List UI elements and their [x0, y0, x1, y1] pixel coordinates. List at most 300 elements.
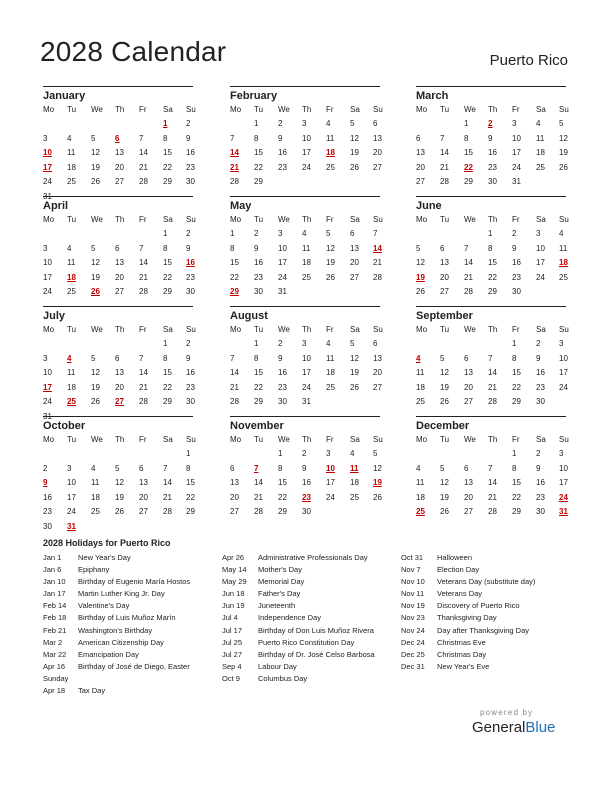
- calendar-day: 12: [326, 243, 335, 253]
- holiday-column: [43, 553, 218, 698]
- month-name: August: [230, 310, 268, 322]
- calendar-day: 12: [91, 148, 100, 158]
- calendar-day: 4: [326, 119, 331, 128]
- holiday-row: [222, 553, 397, 565]
- month-september: [416, 306, 569, 411]
- holiday-date-label: Jul 17: [222, 625, 243, 635]
- calendar-day: 3: [326, 449, 331, 458]
- calendar-day: 9: [186, 243, 191, 253]
- calendar-day: 20: [115, 272, 124, 282]
- calendar-day: 25: [91, 507, 100, 517]
- calendar-day: 24: [302, 162, 311, 172]
- calendar-day: 16: [302, 478, 311, 488]
- calendar-day: 27: [373, 162, 382, 172]
- calendar-day: 3: [278, 229, 283, 238]
- weekday-header: Th: [115, 435, 125, 444]
- calendar-day: 15: [230, 258, 239, 268]
- weekday-header: Mo: [416, 215, 428, 224]
- holiday-date: 18: [67, 272, 76, 282]
- holiday-name: Columbus Day: [258, 673, 308, 683]
- calendar-day: 13: [373, 353, 382, 363]
- holiday-name: Birthday of José de Diego, Easter: [78, 661, 190, 671]
- calendar-day: 28: [488, 397, 497, 407]
- holiday-row: [43, 589, 218, 601]
- calendar-day: 26: [350, 382, 359, 392]
- calendar-day: 22: [230, 272, 239, 282]
- calendar-day: 23: [536, 492, 545, 502]
- calendar-day: 4: [559, 229, 564, 238]
- weekday-header: We: [464, 435, 476, 444]
- calendar-day: 10: [302, 353, 311, 363]
- calendar-day: 22: [254, 162, 263, 172]
- calendar-day: 21: [373, 258, 382, 268]
- weekday-header: Sa: [350, 215, 360, 224]
- calendar-day: 5: [416, 243, 421, 253]
- calendar-day: 27: [115, 287, 124, 297]
- calendar-day: 15: [512, 478, 521, 488]
- calendar-day: 25: [67, 177, 76, 187]
- calendar-day: 25: [326, 162, 335, 172]
- calendar-day: 20: [115, 382, 124, 392]
- month-april: [43, 196, 196, 301]
- holiday-date: 26: [91, 287, 100, 297]
- weekday-header: Fr: [139, 325, 147, 334]
- weekday-header: Mo: [230, 435, 242, 444]
- calendar-day: 12: [440, 478, 449, 488]
- calendar-day: 15: [163, 368, 172, 378]
- calendar-day: 2: [302, 449, 307, 458]
- holiday-date-label: Sep 4: [222, 661, 242, 671]
- calendar-day: 8: [186, 463, 191, 473]
- weekday-header: Su: [373, 325, 383, 334]
- calendar-day: 4: [91, 463, 96, 473]
- holiday-date: 7: [254, 463, 259, 473]
- holiday-date-label: Apr 26: [222, 553, 245, 562]
- weekday-header: Su: [559, 435, 569, 444]
- weekday-header: Tu: [67, 435, 77, 444]
- calendar-day: 11: [67, 148, 76, 158]
- weekday-header: Sa: [536, 215, 546, 224]
- calendar-day: 8: [230, 243, 235, 253]
- calendar-day: 5: [350, 339, 355, 348]
- calendar-day: 16: [186, 148, 195, 158]
- weekday-header: Su: [186, 215, 196, 224]
- calendar-day: 21: [139, 382, 148, 392]
- calendar-day: 5: [373, 449, 378, 458]
- holiday-date: 9: [43, 478, 48, 488]
- month-december: [416, 416, 569, 521]
- holiday-date: 29: [230, 287, 239, 297]
- holiday-column: [222, 553, 397, 686]
- calendar-day: 9: [186, 133, 191, 143]
- calendar-day: 4: [416, 463, 421, 473]
- holiday-name: Veterans Day (substitute day): [437, 577, 536, 587]
- calendar-day: 26: [559, 162, 568, 172]
- weekday-header: Fr: [326, 215, 334, 224]
- calendar-day: 30: [536, 507, 545, 517]
- calendar-day: 26: [416, 287, 425, 297]
- calendar-day: 22: [254, 382, 263, 392]
- calendar-day: 22: [278, 492, 287, 502]
- holiday-date-label: Jul 4: [222, 613, 238, 623]
- holiday-name: New Year's Eve: [437, 661, 490, 671]
- calendar-day: 9: [302, 463, 307, 473]
- calendar-day: 19: [350, 368, 359, 378]
- calendar-day: 6: [115, 243, 120, 253]
- calendar-day: 25: [536, 162, 545, 172]
- calendar-day: 18: [67, 382, 76, 392]
- weekday-header: Tu: [254, 325, 264, 334]
- brand-blue: Blue: [525, 719, 556, 736]
- holiday-name: Thanksgiving Day: [437, 613, 497, 623]
- calendar-day: 27: [440, 287, 449, 297]
- calendar-day: 30: [186, 177, 195, 187]
- weekday-header: Th: [302, 105, 312, 114]
- calendar-day: 22: [163, 272, 172, 282]
- calendar-day: 7: [373, 229, 378, 238]
- calendar-day: 5: [440, 353, 445, 363]
- holiday-date: 14: [373, 243, 382, 253]
- calendar-day: 16: [43, 492, 52, 502]
- holiday-date: 18: [559, 258, 568, 268]
- holiday-row: [222, 650, 397, 662]
- calendar-day: 20: [373, 368, 382, 378]
- weekday-header: We: [464, 105, 476, 114]
- calendar-day: 18: [536, 148, 545, 158]
- calendar-day: 1: [488, 229, 493, 238]
- calendar-day: 3: [512, 119, 517, 128]
- calendar-day: 5: [350, 119, 355, 128]
- calendar-day: 9: [186, 353, 191, 363]
- generalblue-logo[interactable]: [472, 719, 555, 736]
- month-divider: [416, 416, 566, 417]
- holiday-row: [222, 638, 397, 650]
- calendar-day: 16: [536, 368, 545, 378]
- holiday-row: [222, 565, 397, 577]
- calendar-day: 2: [186, 339, 191, 348]
- weekday-header: Su: [186, 435, 196, 444]
- calendar-day: 30: [278, 397, 287, 407]
- calendar-day: 28: [464, 287, 473, 297]
- holiday-date: 24: [559, 492, 568, 502]
- weekday-header: Sa: [536, 325, 546, 334]
- calendar-day: 2: [512, 229, 517, 238]
- holiday-row: [222, 662, 397, 674]
- calendar-day: 5: [91, 353, 96, 363]
- holiday-name: Halloween: [437, 553, 473, 562]
- calendar-day: 1: [230, 229, 235, 238]
- calendar-day: 8: [254, 353, 259, 363]
- weekday-header: Sa: [536, 105, 546, 114]
- holiday-date-label: Feb 21: [43, 625, 67, 635]
- weekday-header: Fr: [326, 435, 334, 444]
- calendar-day: 21: [230, 382, 239, 392]
- calendar-day: 29: [278, 507, 287, 517]
- holiday-name: Labour Day: [258, 661, 297, 671]
- calendar-day: 30: [186, 287, 195, 297]
- month-divider: [43, 86, 193, 87]
- calendar-day: 5: [559, 119, 564, 128]
- calendar-day: 20: [139, 492, 148, 502]
- calendar-day: 10: [43, 258, 52, 268]
- holiday-name: Christmas Day: [437, 649, 487, 659]
- calendar-day: 27: [115, 177, 124, 187]
- calendar-day: 24: [43, 177, 52, 187]
- calendar-day: 19: [350, 148, 359, 158]
- calendar-day: 14: [230, 368, 239, 378]
- holiday-row: [43, 638, 218, 650]
- holiday-date: 6: [115, 133, 120, 143]
- holiday-row: [401, 565, 576, 577]
- calendar-day: 22: [186, 492, 195, 502]
- calendar-day: 20: [230, 492, 239, 502]
- calendar-day: 29: [254, 397, 263, 407]
- calendar-day: 9: [254, 243, 259, 253]
- holiday-row: [222, 613, 397, 625]
- calendar-day: 6: [115, 353, 120, 363]
- holiday-date-label: May 14: [222, 565, 247, 575]
- calendar-day: 17: [43, 272, 52, 282]
- holiday-date-label: Jan 6: [43, 565, 62, 575]
- calendar-day: 3: [43, 133, 48, 143]
- calendar-day: 11: [416, 478, 425, 488]
- calendar-day: 11: [67, 258, 76, 268]
- calendar-day: 24: [536, 272, 545, 282]
- calendar-day: 6: [464, 353, 469, 363]
- calendar-day: 24: [512, 162, 521, 172]
- calendar-day: 25: [326, 382, 335, 392]
- calendar-day: 20: [464, 492, 473, 502]
- holiday-row: [401, 626, 576, 638]
- weekday-header: Su: [559, 215, 569, 224]
- weekday-header: Tu: [440, 215, 450, 224]
- calendar-day: 21: [488, 382, 497, 392]
- calendar-day: 12: [350, 133, 359, 143]
- calendar-day: 20: [373, 148, 382, 158]
- weekday-header: Mo: [416, 435, 428, 444]
- holiday-date-label: Feb 18: [43, 613, 67, 623]
- weekday-header: Mo: [416, 105, 428, 114]
- calendar-day: 7: [139, 243, 144, 253]
- weekday-header: Sa: [536, 435, 546, 444]
- calendar-day: 28: [139, 397, 148, 407]
- holiday-name: Birthday of Don Luis Muñoz Rivera: [258, 625, 374, 635]
- calendar-day: 10: [302, 133, 311, 143]
- weekday-header: Sa: [350, 435, 360, 444]
- holiday-date-label: Nov 10: [401, 577, 425, 587]
- calendar-day: 26: [440, 507, 449, 517]
- weekday-header: Mo: [416, 325, 428, 334]
- weekday-header: Sa: [163, 435, 173, 444]
- calendar-day: 8: [163, 133, 168, 143]
- calendar-day: 9: [536, 463, 541, 473]
- month-name: October: [43, 420, 86, 432]
- month-august: [230, 306, 383, 411]
- month-october: [43, 416, 196, 531]
- calendar-day: 30: [254, 287, 263, 297]
- holiday-row: [401, 601, 576, 613]
- weekday-header: Su: [186, 105, 196, 114]
- holiday-name: New Year's Day: [78, 553, 131, 562]
- calendar-day: 22: [488, 272, 497, 282]
- holiday-name: Birthday of Eugenio María Hostos: [78, 577, 191, 587]
- calendar-day: 31: [302, 397, 311, 407]
- holiday-date-label: Oct 9: [222, 673, 240, 683]
- calendar-day: 12: [559, 133, 568, 143]
- holiday-row: [43, 686, 218, 698]
- holiday-date: 11: [350, 463, 359, 473]
- calendar-day: 10: [512, 133, 521, 143]
- calendar-day: 11: [326, 353, 335, 363]
- calendar-day: 23: [186, 382, 195, 392]
- calendar-day: 30: [186, 397, 195, 407]
- calendar-day: 21: [139, 162, 148, 172]
- calendar-day: 6: [350, 229, 355, 238]
- calendar-day: 14: [139, 258, 148, 268]
- weekday-header: Fr: [512, 325, 520, 334]
- calendar-day: 16: [488, 148, 497, 158]
- holiday-date-label: Sunday: [43, 673, 69, 683]
- holiday-row: [43, 565, 218, 577]
- holiday-date-label: Dec 25: [401, 649, 425, 659]
- calendar-day: 15: [278, 478, 287, 488]
- calendar-day: 6: [373, 339, 378, 348]
- calendar-day: 7: [163, 463, 168, 473]
- holiday-name: Discovery of Puerto Rico: [437, 601, 520, 611]
- calendar-day: 23: [278, 162, 287, 172]
- holiday-name: Memorial Day: [258, 577, 305, 587]
- weekday-header: Th: [488, 105, 498, 114]
- calendar-day: 15: [254, 368, 263, 378]
- calendar-day: 20: [350, 258, 359, 268]
- calendar-day: 23: [512, 272, 521, 282]
- calendar-day: 30: [512, 287, 521, 297]
- calendar-day: 22: [512, 382, 521, 392]
- calendar-day: 7: [230, 353, 235, 363]
- holiday-row: [222, 626, 397, 638]
- calendar-day: 7: [488, 353, 493, 363]
- calendar-day: 13: [350, 243, 359, 253]
- calendar-day: 15: [186, 478, 195, 488]
- calendar-day: 3: [302, 119, 307, 128]
- holiday-date-label: Oct 31: [401, 553, 424, 562]
- calendar-day: 16: [536, 478, 545, 488]
- holiday-column: [401, 553, 576, 674]
- holiday-date: 16: [186, 258, 195, 268]
- month-february: [230, 86, 383, 191]
- holiday-date: 1: [163, 119, 168, 128]
- holiday-name: Day after Thanksgiving Day: [437, 625, 529, 635]
- calendar-day: 1: [163, 229, 168, 238]
- calendar-day: 20: [416, 162, 425, 172]
- calendar-day: 4: [326, 339, 331, 348]
- calendar-day: 20: [115, 162, 124, 172]
- calendar-day: 11: [416, 368, 425, 378]
- holiday-row: [222, 601, 397, 613]
- weekday-header: Tu: [254, 435, 264, 444]
- calendar-day: 13: [464, 478, 473, 488]
- holiday-name: Birthday of Dr. José Celso Barbosa: [258, 649, 375, 659]
- calendar-day: 19: [559, 148, 568, 158]
- holiday-date-label: Dec 31: [401, 661, 425, 671]
- weekday-header: Fr: [512, 435, 520, 444]
- weekday-header: We: [91, 325, 103, 334]
- holiday-date-label: Apr 18: [43, 686, 66, 696]
- calendar-day: 1: [254, 339, 259, 348]
- holiday-date-label: Jan 1: [43, 553, 62, 562]
- month-name: December: [416, 420, 470, 432]
- calendar-day: 14: [254, 478, 263, 488]
- calendar-day: 27: [464, 397, 473, 407]
- calendar-day: 18: [416, 492, 425, 502]
- calendar-day: 13: [115, 368, 124, 378]
- calendar-day: 6: [440, 243, 445, 253]
- calendar-day: 16: [512, 258, 521, 268]
- calendar-day: 7: [488, 463, 493, 473]
- holiday-date: 4: [416, 353, 421, 363]
- weekday-header: Th: [302, 435, 312, 444]
- calendar-day: 18: [350, 478, 359, 488]
- calendar-day: 1: [464, 119, 469, 128]
- holiday-row: [43, 577, 218, 589]
- month-divider: [416, 86, 566, 87]
- calendar-day: 7: [139, 353, 144, 363]
- calendar-day: 7: [230, 133, 235, 143]
- holiday-name: Juneteenth: [258, 601, 296, 611]
- calendar-day: 3: [43, 353, 48, 363]
- page-title: 2028 Calendar: [40, 36, 227, 67]
- holiday-row: [43, 662, 218, 674]
- calendar-day: 3: [536, 229, 541, 238]
- calendar-day: 19: [91, 162, 100, 172]
- weekday-header: Tu: [254, 215, 264, 224]
- calendar-day: 11: [559, 243, 568, 253]
- holiday-name: Father's Day: [258, 589, 301, 599]
- month-may: [230, 196, 383, 301]
- calendar-day: 3: [67, 463, 72, 473]
- holiday-date: 2: [488, 119, 493, 128]
- weekday-header: We: [91, 435, 103, 444]
- calendar-day: 16: [278, 368, 287, 378]
- calendar-day: 24: [67, 507, 76, 517]
- holiday-name: American Citizenship Day: [78, 637, 164, 647]
- holiday-date: 22: [464, 162, 473, 172]
- calendar-day: 8: [254, 133, 259, 143]
- calendar-day: 3: [559, 449, 564, 458]
- calendar-day: 14: [440, 148, 449, 158]
- calendar-day: 15: [254, 148, 263, 158]
- holiday-name: Independence Day: [258, 613, 321, 623]
- holiday-date: 14: [230, 148, 239, 158]
- holiday-date: 18: [326, 148, 335, 158]
- holiday-date-label: Jun 19: [222, 601, 245, 611]
- calendar-day: 12: [373, 463, 382, 473]
- weekday-header: Fr: [326, 325, 334, 334]
- holiday-date-label: Nov 23: [401, 613, 425, 623]
- calendar-day: 12: [350, 353, 359, 363]
- calendar-day: 2: [536, 339, 541, 348]
- holiday-date: 31: [67, 522, 76, 531]
- weekday-header: Th: [302, 215, 312, 224]
- holiday-date-label: Mar 22: [43, 649, 67, 659]
- month-divider: [230, 416, 380, 417]
- calendar-day: 30: [536, 397, 545, 407]
- weekday-header: Sa: [350, 325, 360, 334]
- month-name: May: [230, 200, 252, 212]
- weekday-header: Mo: [43, 435, 55, 444]
- holiday-row: [43, 553, 218, 565]
- calendar-day: 24: [326, 492, 335, 502]
